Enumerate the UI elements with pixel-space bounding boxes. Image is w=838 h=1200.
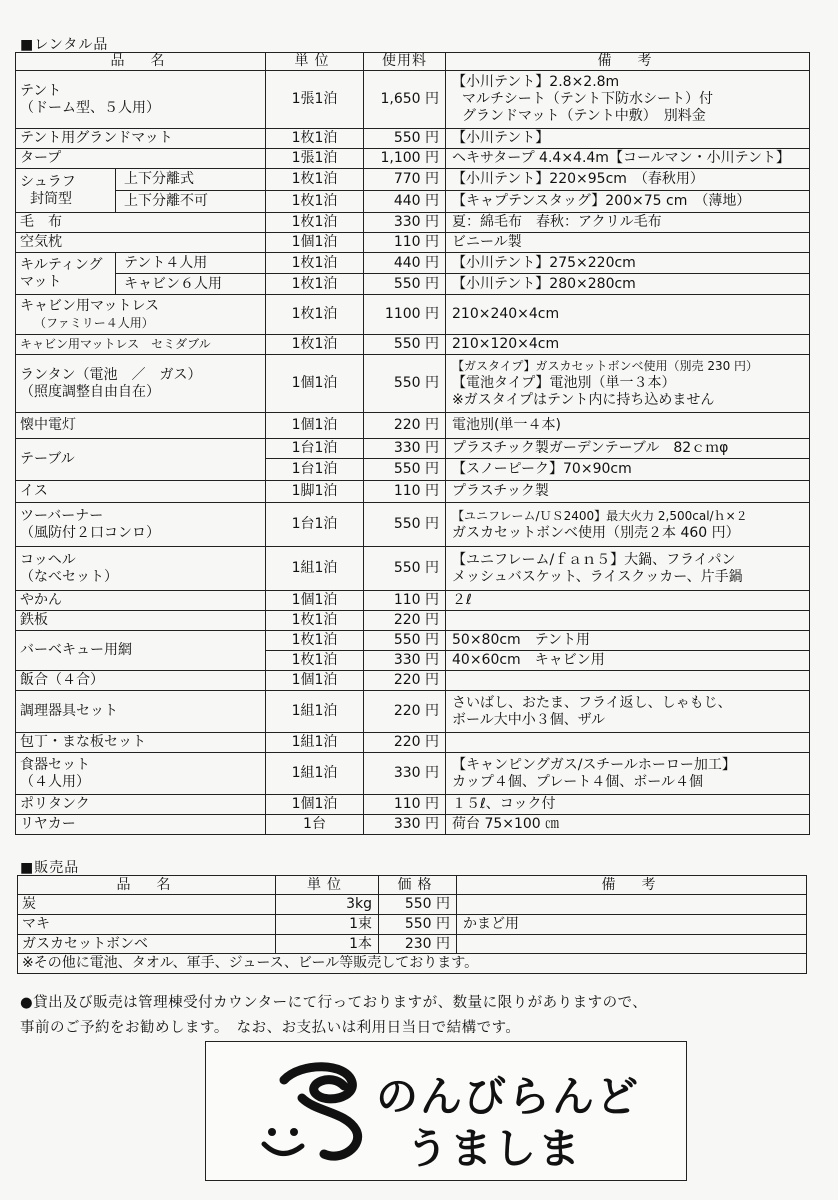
table-row: [16, 733, 810, 753]
item-unit: 1台1泊: [266, 503, 364, 547]
item-unit: 1張1泊: [266, 149, 364, 169]
sales-item-note: かまど用: [457, 915, 807, 935]
item-note: プラスチック製: [446, 481, 810, 503]
item-note: 荷台 75×100 ㎝: [446, 815, 810, 835]
item-note: １５ℓ、コック付: [446, 795, 810, 815]
item-fee: 220 円: [364, 691, 446, 733]
item-name: 食器セット （４人用）: [16, 753, 266, 795]
sales-item-price: 230 円: [379, 935, 457, 954]
item-fee: 770 円: [364, 169, 446, 191]
item-note: [446, 671, 810, 691]
rental-section-title: ■レンタル品: [20, 37, 109, 53]
item-name: ツーバーナー （風防付２口コンロ）: [16, 503, 266, 547]
item-fee: 550 円: [364, 129, 446, 149]
item-fee: 330 円: [364, 213, 446, 233]
item-fee: 110 円: [364, 233, 446, 253]
logo-line-1: のんびらんど: [376, 1072, 641, 1121]
notice-line-2: 事前のご予約をお勧めします。 なお、お支払いは利用日当日で結構です。: [20, 1020, 521, 1036]
item-fee: 220 円: [364, 671, 446, 691]
item-name: バーベキュー用網: [16, 631, 266, 671]
item-fee: 330 円: [364, 439, 446, 459]
table-row: [16, 191, 810, 213]
item-note: 210×240×4cm: [446, 295, 810, 335]
item-unit: 1台1泊: [266, 439, 364, 459]
rental-header-row: [16, 53, 810, 71]
sales-table: [17, 875, 807, 974]
item-fee: 1,650 円: [364, 71, 446, 129]
table-row: [16, 355, 810, 413]
item-unit: 1枚1泊: [266, 191, 364, 213]
item-subname: キャビン６人用: [116, 274, 266, 295]
item-fee: 550 円: [364, 355, 446, 413]
item-fee: 330 円: [364, 651, 446, 671]
item-name: 懐中電灯: [16, 413, 266, 439]
item-name: 包丁・まな板セット: [16, 733, 266, 753]
sales-item-name: 炭: [18, 895, 276, 915]
item-fee: 220 円: [364, 611, 446, 631]
item-name: テント （ドーム型、５人用）: [16, 71, 266, 129]
sales-footnote: ※その他に電池、タオル、軍手、ジュース、ビール等販売しております。: [18, 954, 807, 974]
sales-item-name: ガスカセットボンベ: [18, 935, 276, 954]
item-fee: 330 円: [364, 753, 446, 795]
item-name: 調理器具セット: [16, 691, 266, 733]
item-unit: 1個1泊: [266, 355, 364, 413]
item-note: ２ℓ: [446, 591, 810, 611]
table-row: [16, 671, 810, 691]
item-unit: 1枚1泊: [266, 631, 364, 651]
item-unit: 1台1泊: [266, 459, 364, 481]
item-name: テーブル: [16, 439, 266, 481]
item-name: テント用グランドマット: [16, 129, 266, 149]
table-row: [16, 481, 810, 503]
item-unit: 1個1泊: [266, 671, 364, 691]
table-row: [16, 611, 810, 631]
table-row: [16, 439, 810, 459]
item-fee: 440 円: [364, 191, 446, 213]
sales-item-price: 550 円: [379, 895, 457, 915]
item-name: やかん: [16, 591, 266, 611]
item-unit: 1張1泊: [266, 71, 364, 129]
table-row: [16, 335, 810, 355]
item-note: 【小川テント】2.8×2.8m マルチシート（テント下防水シート）付 グランドマット（テント中敷） 別料金: [446, 71, 810, 129]
sales-item-note: [457, 935, 807, 954]
rental-table: [15, 52, 810, 835]
item-name: 毛 布: [16, 213, 266, 233]
sales-item-price: 550 円: [379, 915, 457, 935]
item-note: 【キャンピングガス/スチールホーロー加工】 カップ４個、プレート４個、ボール４個: [446, 753, 810, 795]
header-fee: 使用料: [364, 53, 446, 71]
item-fee: 550 円: [364, 631, 446, 651]
item-unit: 1枚1泊: [266, 651, 364, 671]
item-unit: 1脚1泊: [266, 481, 364, 503]
item-unit: 1枚1泊: [266, 335, 364, 355]
item-fee: 220 円: [364, 413, 446, 439]
item-unit: 1組1泊: [266, 547, 364, 591]
item-note: [446, 733, 810, 753]
sales-header-price: 価格: [379, 876, 457, 895]
item-unit: 1組1泊: [266, 753, 364, 795]
sales-section-title: ■販売品: [20, 860, 80, 876]
item-note: 40×60cm キャビン用: [446, 651, 810, 671]
item-unit: 1枚1泊: [266, 274, 364, 295]
item-unit: 1枚1泊: [266, 295, 364, 335]
item-fee: 550 円: [364, 547, 446, 591]
logo-line-2: うましま: [406, 1124, 583, 1173]
table-row: [16, 213, 810, 233]
table-row: [16, 233, 810, 253]
item-name: イス: [16, 481, 266, 503]
item-fee: 220 円: [364, 733, 446, 753]
table-row: [16, 547, 810, 591]
item-subname: テント４人用: [116, 253, 266, 274]
header-note: 備 考: [446, 53, 810, 71]
table-row: [18, 954, 807, 974]
item-name: シュラフ 封筒型: [16, 169, 116, 213]
item-note: 【小川テント】275×220cm: [446, 253, 810, 274]
item-note: [446, 611, 810, 631]
sales-header-name: 品 名: [18, 876, 276, 895]
item-fee: 550 円: [364, 335, 446, 355]
item-subname: 上下分離不可: [116, 191, 266, 213]
item-name: キャビン用マットレス （ファミリー４人用）: [16, 295, 266, 335]
table-row: [16, 129, 810, 149]
item-unit: 1枚1泊: [266, 253, 364, 274]
item-unit: 1個1泊: [266, 795, 364, 815]
item-note: ヘキサタープ 4.4×4.4m【コールマン・小川テント】: [446, 149, 810, 169]
table-row: [16, 815, 810, 835]
item-note: 夏：綿毛布 春秋：アクリル毛布: [446, 213, 810, 233]
header-name: 品 名: [16, 53, 266, 71]
item-name: ランタン（電池 ／ ガス） （照度調整自由自在）: [16, 355, 266, 413]
item-unit: 1個1泊: [266, 591, 364, 611]
sales-header-note: 備 考: [457, 876, 807, 895]
item-unit: 1組1泊: [266, 691, 364, 733]
logo-box: [205, 1041, 687, 1181]
item-name: 飯合（４合）: [16, 671, 266, 691]
item-name: リヤカー: [16, 815, 266, 835]
table-row: [16, 753, 810, 795]
table-row: [16, 413, 810, 439]
item-name: ポリタンク: [16, 795, 266, 815]
item-fee: 550 円: [364, 503, 446, 547]
item-note: 電池別(単一４本): [446, 413, 810, 439]
sales-item-note: [457, 895, 807, 915]
item-note: 【スノーピーク】70×90cm: [446, 459, 810, 481]
table-row: [16, 795, 810, 815]
item-name: タープ: [16, 149, 266, 169]
item-fee: 110 円: [364, 591, 446, 611]
sales-header-unit: 単位: [276, 876, 379, 895]
item-note: 210×120×4cm: [446, 335, 810, 355]
table-row: [16, 591, 810, 611]
item-fee: 550 円: [364, 274, 446, 295]
item-note: 【ガスタイプ】ガスカセットボンベ使用（別売 230 円） 【電池タイプ】電池別（単一３本） ※ガスタイプはテント内に持ち込めません: [446, 355, 810, 413]
table-row: [16, 295, 810, 335]
item-subname: 上下分離式: [116, 169, 266, 191]
table-row: [16, 253, 810, 274]
notice-line-1: ●貸出及び販売は管理棟受付カウンターにて行っておりますが、数量に限りがありますので、: [20, 995, 648, 1011]
item-note: 【ユニフレーム/ｆａｎ５】大鍋、フライパン メッシュバスケット、ライスクッカー、片手鍋: [446, 547, 810, 591]
item-fee: 1100 円: [364, 295, 446, 335]
item-note: 【小川テント】: [446, 129, 810, 149]
item-note: 【キャプテンスタッグ】200×75 cm （薄地）: [446, 191, 810, 213]
sales-item-unit: 1束: [276, 915, 379, 935]
item-note: ビニール製: [446, 233, 810, 253]
sales-item-unit: 3kg: [276, 895, 379, 915]
item-unit: 1枚1泊: [266, 169, 364, 191]
table-row: [18, 935, 807, 954]
item-fee: 330 円: [364, 815, 446, 835]
item-name: キャビン用マットレス セミダブル: [16, 335, 266, 355]
item-name: 空気枕: [16, 233, 266, 253]
item-name: キルティング マット: [16, 253, 116, 295]
item-note: 【小川テント】220×95cm （春秋用）: [446, 169, 810, 191]
table-row: [16, 71, 810, 129]
table-row: [16, 503, 810, 547]
item-note: さいばし、おたま、フライ返し、しゃもじ、 ボール大中小３個、ザル: [446, 691, 810, 733]
table-row: [16, 631, 810, 651]
item-name: 鉄板: [16, 611, 266, 631]
item-unit: 1組1泊: [266, 733, 364, 753]
table-row: [18, 895, 807, 915]
item-note: 【小川テント】280×280cm: [446, 274, 810, 295]
item-fee: 550 円: [364, 459, 446, 481]
item-unit: 1枚1泊: [266, 129, 364, 149]
item-note: 【ユニフレーム/ＵＳ2400】最大火力 2,500cal/ｈ×２ ガスカセットボンベ使用（別売２本 460 円）: [446, 503, 810, 547]
item-note: プラスチック製ガーデンテーブル 82ｃｍφ: [446, 439, 810, 459]
table-row: [16, 274, 810, 295]
item-unit: 1個1泊: [266, 233, 364, 253]
item-fee: 110 円: [364, 795, 446, 815]
sales-header-row: [18, 876, 807, 895]
item-unit: 1枚1泊: [266, 611, 364, 631]
table-row: [16, 169, 810, 191]
item-unit: 1個1泊: [266, 413, 364, 439]
sales-item-unit: 1本: [276, 935, 379, 954]
item-note: 50×80cm テント用: [446, 631, 810, 651]
item-unit: 1枚1泊: [266, 213, 364, 233]
table-row: [18, 915, 807, 935]
item-fee: 110 円: [364, 481, 446, 503]
item-fee: 1,100 円: [364, 149, 446, 169]
item-name: コッヘル （なべセット）: [16, 547, 266, 591]
table-row: [16, 149, 810, 169]
header-unit: 単位: [266, 53, 364, 71]
table-row: [16, 691, 810, 733]
item-fee: 440 円: [364, 253, 446, 274]
sales-item-name: マキ: [18, 915, 276, 935]
item-unit: 1台: [266, 815, 364, 835]
